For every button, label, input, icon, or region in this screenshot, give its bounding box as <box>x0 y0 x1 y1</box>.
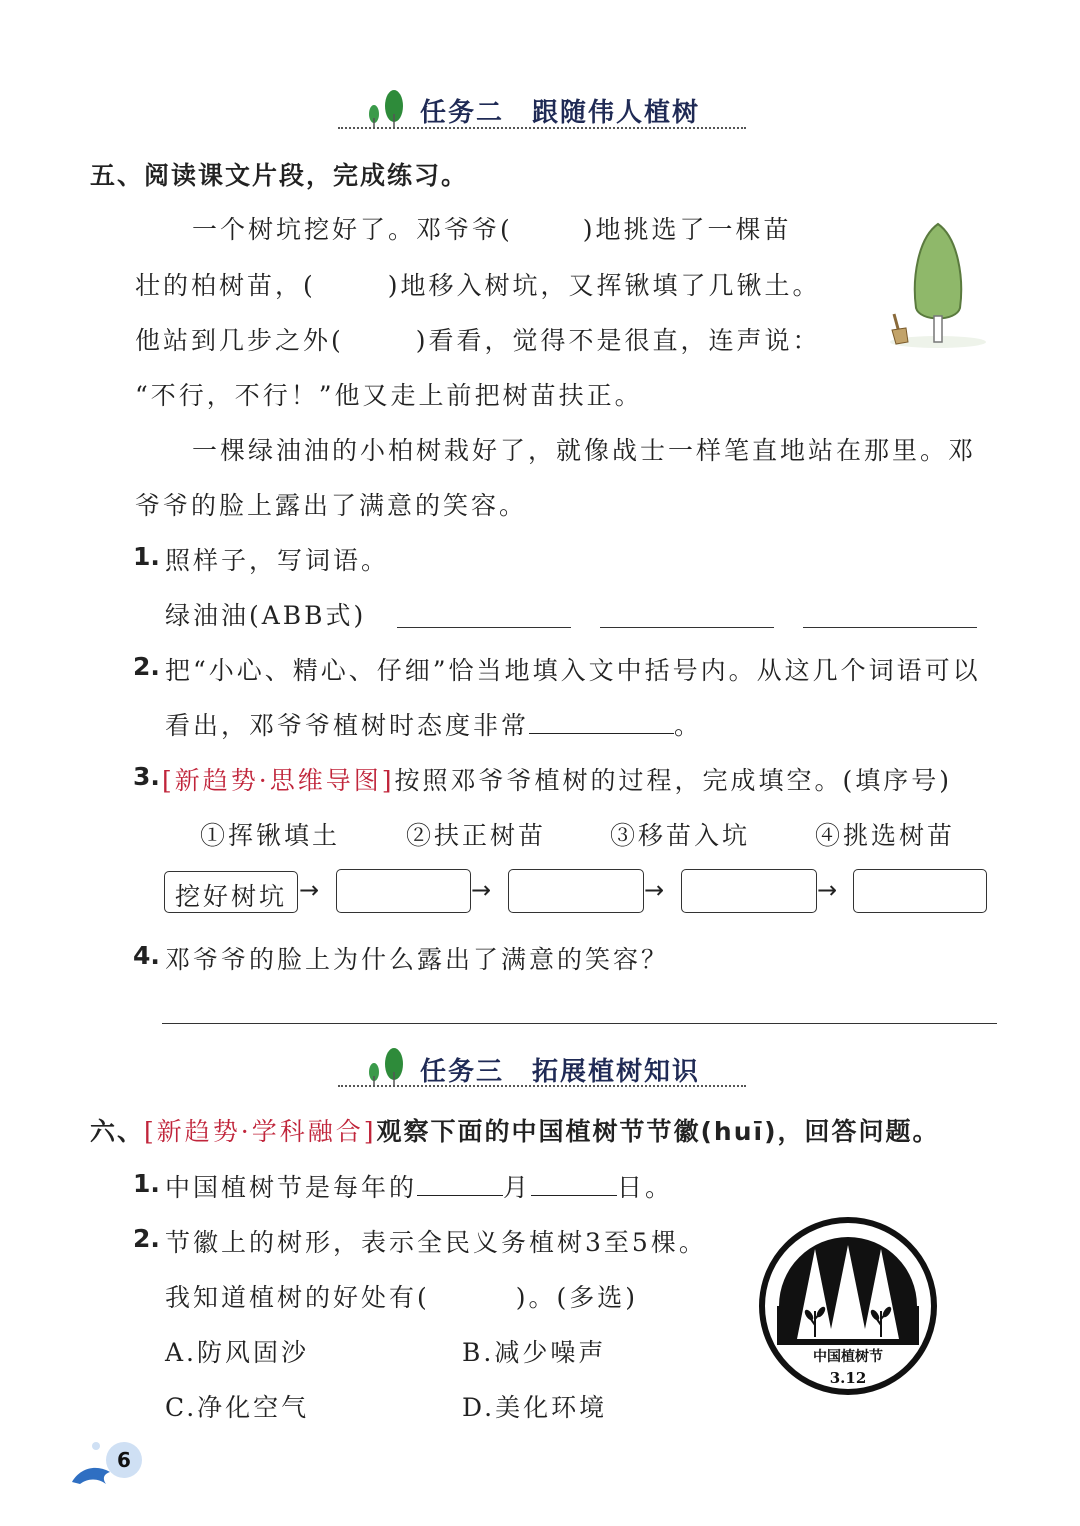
q6-1-number: 1. <box>133 1169 160 1198</box>
q6-2-text: 节徽上的树形，表示全民义务植树3至5棵。 <box>165 1228 707 1257</box>
arrow-icon: → <box>471 876 492 904</box>
trend-tag: [新趋势·思维导图] <box>162 766 395 795</box>
q6-1-text-a: 中国植树节是每年的 <box>165 1173 418 1202</box>
dolphin-icon <box>66 1438 146 1488</box>
cypress-tree-illustration <box>878 218 986 350</box>
q5-1-text: 照样子，写词语。 <box>165 546 390 575</box>
arrow-icon: → <box>817 876 838 904</box>
arbor-day-emblem <box>757 1215 939 1397</box>
tree-bullet-icon <box>362 88 410 130</box>
q5-3-option: ④挑选树苗 <box>815 821 956 850</box>
emblem-date: 3.12 <box>829 1369 867 1387</box>
answer-line[interactable] <box>803 627 977 628</box>
q5-3-number: 3. <box>133 762 160 791</box>
arrow-icon: → <box>299 876 320 904</box>
passage-text: )看看，觉得不是很直，连声说： <box>415 326 821 355</box>
q5-heading: 五、阅读课文片段，完成练习。 <box>90 161 469 190</box>
month-blank[interactable] <box>417 1195 503 1196</box>
day-blank[interactable] <box>531 1195 617 1196</box>
trend-tag: [新趋势·学科融合] <box>144 1117 377 1146</box>
flow-box-start-label: 挖好树坑 <box>175 882 288 911</box>
passage-line-2 <box>135 266 821 302</box>
choice-c[interactable]: C.净化空气 <box>165 1393 310 1422</box>
emblem-label: 中国植树节 <box>813 1349 883 1365</box>
flow-box-blank[interactable] <box>681 869 817 913</box>
q6-2-prompt <box>165 1278 638 1314</box>
choice-d[interactable]: D.美化环境 <box>462 1393 608 1422</box>
flow-box-blank[interactable] <box>508 869 644 913</box>
q6-heading-num: 六、 <box>90 1117 145 1146</box>
task3-underline <box>338 1085 746 1087</box>
q5-3-option: ③移苗入坑 <box>610 821 751 850</box>
passage-line-4: “不行，不行！”他又走上前把树苗扶正。 <box>135 381 643 410</box>
page-number: 6 <box>117 1448 131 1472</box>
task2-title: 任务二 跟随伟人植树 <box>420 98 701 128</box>
choice-a[interactable]: A.防风固沙 <box>165 1338 310 1367</box>
q5-1-example: 绿油油(ABB式) <box>165 601 367 630</box>
passage-text: )地移入树坑，又挥锹填了几锹土。 <box>387 271 821 300</box>
q5-3-option: ①挥锹填土 <box>200 821 341 850</box>
q5-4-number: 4. <box>133 941 160 970</box>
q6-2-prompt-b: )。(多选) <box>515 1283 639 1312</box>
answer-line[interactable] <box>162 1023 997 1024</box>
q5-1-number: 1. <box>133 542 160 571</box>
passage-line-1 <box>192 210 792 246</box>
passage-line-3 <box>135 321 821 357</box>
task3-title: 任务三 拓展植树知识 <box>420 1057 701 1087</box>
q5-2-text2a: 看出，邓爷爷植树时态度非常 <box>165 711 530 740</box>
q5-3-text: 按照邓爷爷植树的过程，完成填空。(填序号) <box>394 766 952 795</box>
answer-blank[interactable] <box>529 733 674 734</box>
passage-text: 他站到几步之外( <box>135 326 344 355</box>
passage-text: 一个树坑挖好了。邓爷爷( <box>192 215 513 244</box>
tree-bullet-icon <box>362 1046 410 1088</box>
choice-b[interactable]: B.减少噪声 <box>462 1338 607 1367</box>
q5-3-text-line <box>162 761 952 797</box>
q6-2-number: 2. <box>133 1224 160 1253</box>
q5-2-text: 把“小心、精心、仔细”恰当地填入文中括号内。从这几个词语可以 <box>165 656 981 685</box>
q6-1-text-b: 月 <box>503 1173 532 1202</box>
passage-text: )地挑选了一棵苗 <box>582 215 792 244</box>
q6-1-text-c: 日。 <box>617 1173 674 1202</box>
q6-heading <box>90 1112 940 1148</box>
passage-text: 壮的柏树苗，( <box>135 271 316 300</box>
arrow-icon: → <box>644 876 665 904</box>
q5-3-option: ②扶正树苗 <box>406 821 547 850</box>
passage-line-6: 爷爷的脸上露出了满意的笑容。 <box>135 491 528 520</box>
q5-2-text2b: 。 <box>674 711 703 740</box>
q5-2-text-line2 <box>165 706 702 742</box>
flow-box-blank[interactable] <box>853 869 987 913</box>
answer-line[interactable] <box>397 627 571 628</box>
flow-box-blank[interactable] <box>336 869 471 913</box>
q6-1-line <box>165 1168 673 1204</box>
passage-line-5: 一棵绿油油的小柏树栽好了，就像战士一样笔直地站在那里。邓 <box>192 436 977 465</box>
q6-heading-text: 观察下面的中国植树节节徽(huī)，回答问题。 <box>376 1117 940 1146</box>
q5-4-text: 邓爷爷的脸上为什么露出了满意的笑容？ <box>165 945 670 974</box>
task2-underline <box>338 127 746 129</box>
answer-line[interactable] <box>600 627 774 628</box>
q5-2-number: 2. <box>133 652 160 681</box>
q6-2-prompt-a: 我知道植树的好处有( <box>165 1283 430 1312</box>
